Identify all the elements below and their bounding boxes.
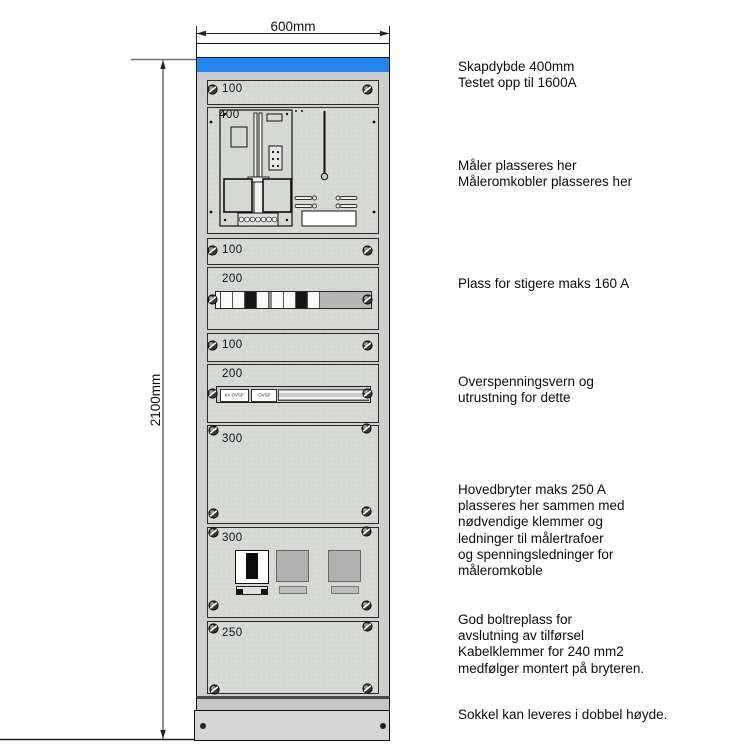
section-label: 200 — [222, 368, 243, 380]
screw-icon — [362, 621, 373, 632]
blank-cover-lip — [279, 586, 307, 594]
section-label: 100 — [222, 83, 243, 95]
surge-strip — [216, 386, 371, 403]
note-line: Sokkel kan leveres i dobbel høyde. — [458, 707, 668, 722]
breaker-module — [221, 292, 233, 308]
section-label: 100 — [222, 339, 243, 351]
breaker-module — [233, 292, 245, 308]
screw-icon — [208, 600, 219, 611]
section-label: 250 — [222, 627, 243, 639]
note-cable-entry — [458, 612, 644, 677]
section-label: 100 — [222, 244, 243, 256]
height-dimension-text: 2100mm — [147, 373, 163, 427]
screw-icon — [207, 340, 218, 351]
meter-plate-drawing — [207, 107, 379, 234]
blank-cover — [328, 550, 361, 582]
note-line: måleromkoble — [458, 563, 543, 579]
screw-icon — [361, 600, 372, 611]
cabinet-top-cap — [196, 43, 390, 58]
screw-icon — [361, 506, 372, 517]
surge-module-1-label: KV OVSP — [225, 393, 244, 398]
main-breaker-handle — [246, 553, 258, 579]
note-line: Hovedbryter maks 250 A — [458, 482, 606, 497]
plate-corner — [261, 589, 267, 594]
note-line: Kabelklemmer for 240 mm2 — [458, 644, 624, 660]
screw-icon — [208, 508, 219, 519]
note-line: og spenningsledninger for — [458, 546, 614, 562]
note-line: nødvendige klemmer og — [458, 514, 603, 530]
note-line: utrustning for dette — [458, 390, 571, 406]
screw-icon — [362, 340, 373, 351]
breaker-module-dark — [245, 292, 257, 308]
note-line: plasseres her sammen med — [458, 498, 625, 514]
screw-icon — [361, 526, 372, 537]
screw-icon — [362, 245, 373, 256]
screw-icon — [362, 388, 373, 399]
screw-icon — [361, 423, 372, 434]
note-plinth — [458, 707, 667, 723]
section-label: 300 — [222, 532, 243, 544]
surge-module-2 — [251, 389, 277, 402]
note-surge — [458, 374, 594, 406]
screw-icon — [207, 84, 218, 95]
surge-module-2-label: OVSP — [257, 393, 271, 398]
note-line: Skapdybde 400mm — [458, 59, 575, 74]
note-line: Plass for stigere maks 160 A — [458, 276, 630, 291]
din-rail — [278, 389, 369, 401]
height-dimension-label — [127, 372, 183, 428]
screw-icon — [207, 245, 218, 256]
width-dimension-label: 600mm — [270, 19, 316, 34]
note-line: Testet opp til 1600A — [458, 75, 577, 91]
section-label: 400 — [219, 109, 240, 121]
screw-icon — [362, 294, 373, 305]
note-meter — [458, 158, 632, 190]
breaker-module-dark — [296, 292, 308, 308]
cabinet-blue-band — [196, 57, 390, 73]
main-breaker — [235, 550, 269, 584]
riser-breaker-strip — [215, 291, 372, 309]
breaker-module — [308, 292, 320, 308]
screw-icon — [207, 294, 218, 305]
breaker-module — [257, 292, 269, 308]
plinth-bolt — [200, 723, 206, 729]
note-depth — [458, 59, 577, 91]
note-line: avslutning av tilførsel — [458, 628, 585, 644]
screw-icon — [209, 684, 220, 695]
note-line: God boltreplass for — [458, 612, 573, 627]
screw-icon — [208, 623, 219, 634]
note-line: Overspenningsvern og — [458, 374, 594, 389]
blank-cover — [276, 550, 309, 582]
plinth — [194, 710, 390, 741]
plinth-bolt — [380, 723, 386, 729]
breaker-module — [284, 292, 296, 308]
plate-corner — [237, 589, 243, 594]
surge-module-1 — [220, 389, 249, 402]
screw-icon — [208, 527, 219, 538]
screw-icon — [208, 425, 219, 436]
note-main-breaker — [458, 482, 625, 579]
blank-cover-lip — [331, 586, 359, 594]
breaker-module — [272, 292, 284, 308]
screw-icon — [362, 683, 373, 694]
main-breaker-plate — [236, 586, 268, 595]
note-line: ledninger til målertrafoer — [458, 530, 604, 546]
note-line: medfølger montert på bryteren. — [458, 660, 645, 676]
note-line: Måler plasseres her — [458, 158, 577, 173]
cabinet-section-meter — [207, 107, 379, 234]
note-risers — [458, 276, 629, 292]
screw-icon — [207, 388, 218, 399]
section-label: 200 — [222, 273, 243, 285]
cabinet-bottom-bar — [196, 696, 390, 711]
section-label: 300 — [222, 433, 243, 445]
screw-icon — [362, 84, 373, 95]
note-line: Måleromkobler plasseres her — [458, 174, 633, 190]
